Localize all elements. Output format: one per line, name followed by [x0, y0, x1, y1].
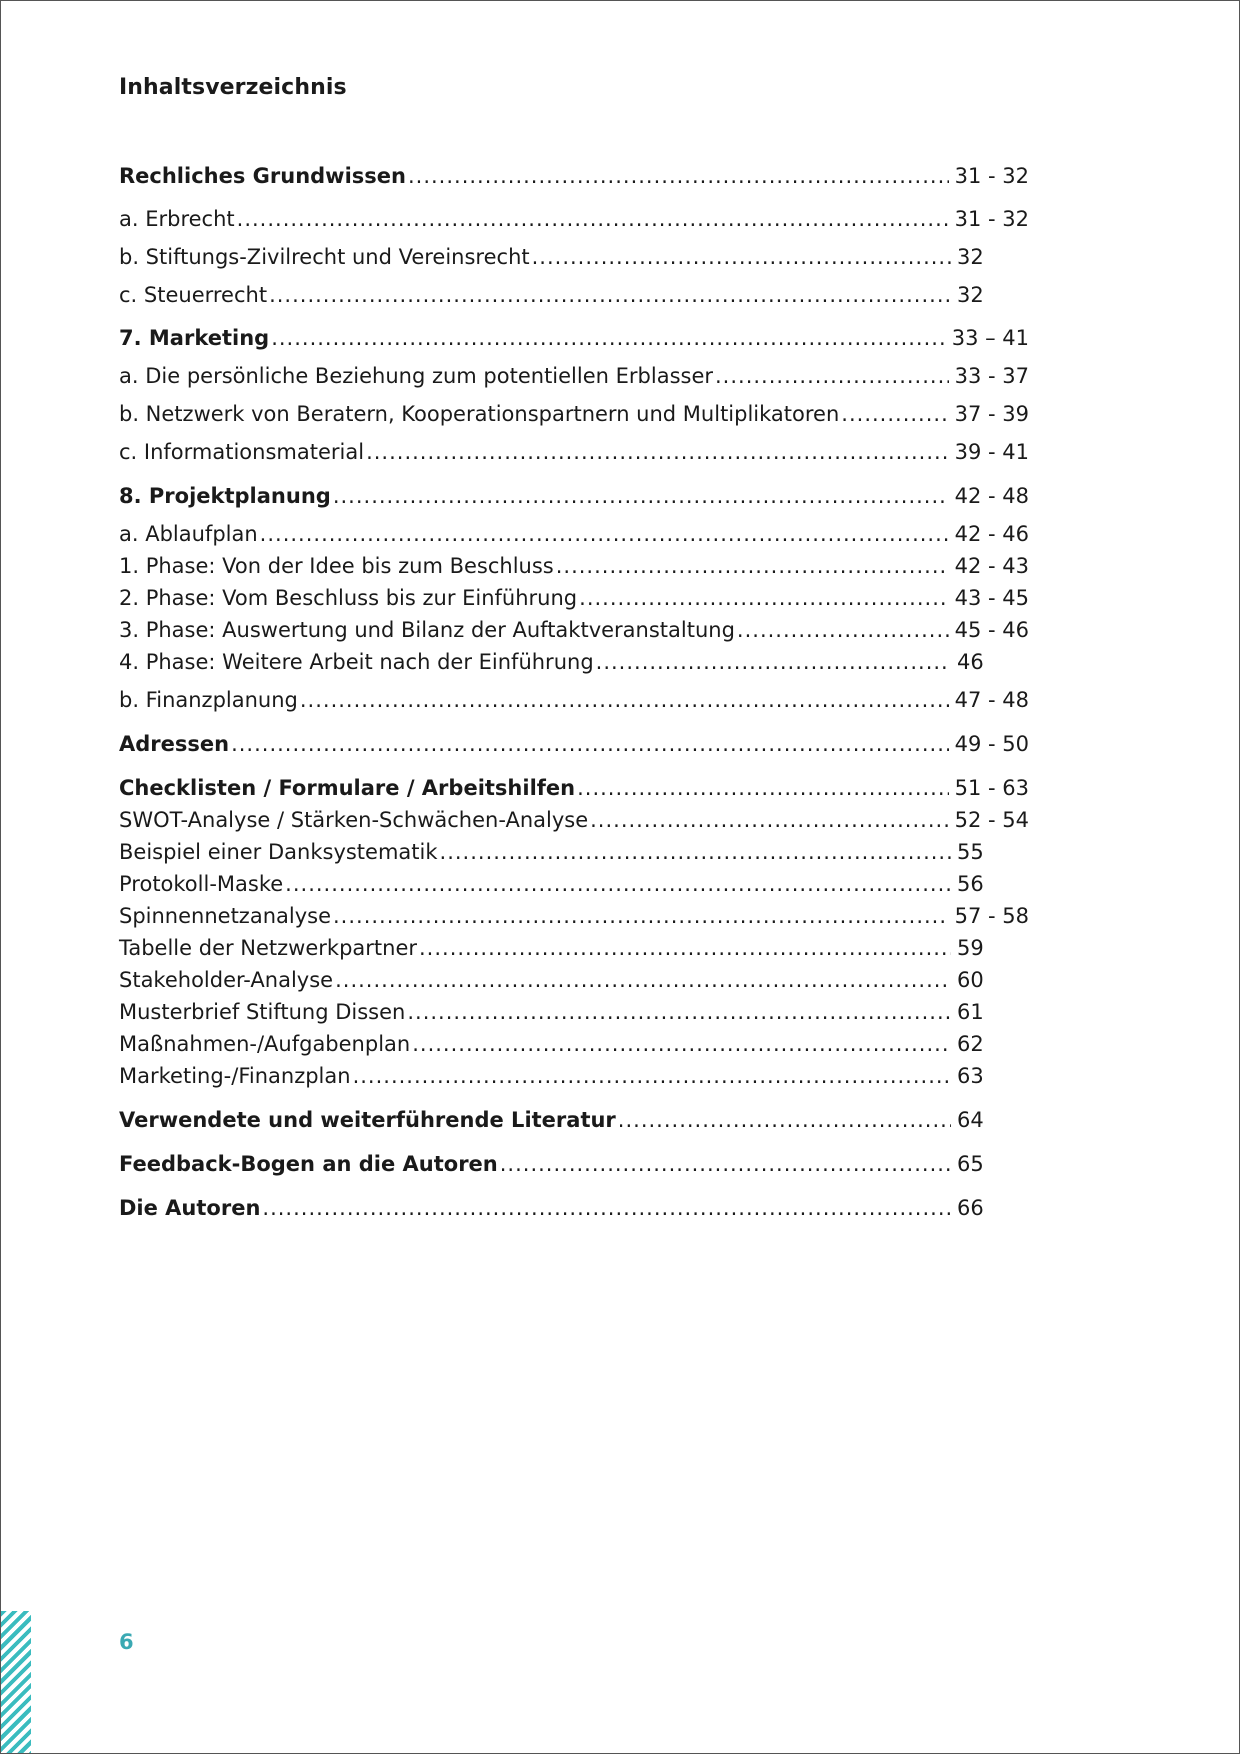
toc-dot-leader: [618, 1105, 951, 1135]
toc-entry-label: 4. Phase: Weitere Arbeit nach der Einführung: [119, 650, 594, 674]
toc-entry: [119, 1029, 1029, 1059]
toc-entry-label: Musterbrief Stiftung Dissen: [119, 1000, 406, 1024]
toc-entry: [119, 361, 1029, 391]
toc-dot-leader: [271, 323, 946, 353]
toc-dot-leader: [407, 997, 951, 1027]
toc-entry: [119, 1061, 1029, 1091]
toc-entry-label: Tabelle der Netzwerkpartner: [119, 936, 417, 960]
toc-entry-label: b. Finanzplanung: [119, 688, 298, 712]
toc-entry-label: 1. Phase: Von der Idee bis zum Beschluss: [119, 554, 554, 578]
toc-entry-pages: 43 - 45: [954, 586, 1029, 610]
toc-entry: [119, 933, 1029, 963]
toc-entry-pages: 65: [957, 1152, 984, 1176]
toc-entry-pages: 52 - 54: [954, 808, 1029, 832]
toc-entry-label: Stakeholder-Analyse: [119, 968, 334, 992]
toc-entry-pages: 55: [957, 840, 984, 864]
toc-entry: [119, 204, 1029, 234]
toc-entry-label: a. Ablaufplan: [119, 522, 258, 546]
toc-dot-leader: [333, 901, 949, 931]
toc-entry-pages: 42 - 48: [954, 484, 1029, 508]
toc-entry-label: 7. Marketing: [119, 326, 270, 350]
toc-entry: [119, 837, 1029, 867]
toc-entry-label: Marketing-/Finanzplan: [119, 1064, 351, 1088]
toc-entry: [119, 965, 1029, 995]
toc-dot-leader: [841, 399, 948, 429]
toc-dot-leader: [715, 361, 949, 391]
toc-entry-label: Spinnennetzanalyse: [119, 904, 331, 928]
page-number: 6: [119, 1630, 134, 1654]
toc-dot-leader: [262, 1193, 951, 1223]
toc-entry-label: Maßnahmen-/Aufgabenplan: [119, 1032, 411, 1056]
toc-entry: [119, 869, 1029, 899]
toc-entry: [119, 997, 1029, 1027]
toc-entry: [119, 519, 1029, 549]
toc-entry-pages: 31 - 32: [954, 164, 1029, 188]
toc-entry-pages: 56: [957, 872, 984, 896]
toc-dot-leader: [260, 519, 949, 549]
toc-entry-label: c. Informationsmaterial: [119, 440, 365, 464]
toc-entry-label: Rechliches Grundwissen: [119, 164, 406, 188]
toc-entry: [119, 615, 1029, 645]
toc-entry: [119, 161, 1029, 191]
toc-entry-pages: 39 - 41: [954, 440, 1029, 464]
toc-entry-label: Protokoll-Maske: [119, 872, 284, 896]
toc-entry: [119, 481, 1029, 511]
toc-entry: [119, 1149, 1029, 1179]
toc-entry-pages: 42 - 46: [954, 522, 1029, 546]
toc-dot-leader: [419, 933, 951, 963]
toc-dot-leader: [596, 647, 951, 677]
toc-entry-label: a. Erbrecht: [119, 207, 235, 231]
toc-entry: [119, 280, 1029, 310]
toc-entry-pages: 49 - 50: [954, 732, 1029, 756]
toc-dot-leader: [556, 551, 949, 581]
toc-entry-pages: 32: [957, 283, 984, 307]
toc-entry-pages: 33 - 37: [954, 364, 1029, 388]
toc-entry-pages: 31 - 32: [954, 207, 1029, 231]
toc-entry: [119, 437, 1029, 467]
striped-corner-tab: [1, 1611, 31, 1754]
toc-entry: [119, 901, 1029, 931]
toc-entry-label: SWOT-Analyse / Stärken-Schwächen-Analyse: [119, 808, 589, 832]
toc-dot-leader: [300, 685, 949, 715]
toc-entry-label: Feedback-Bogen an die Autoren: [119, 1152, 498, 1176]
toc-entry-label: 2. Phase: Vom Beschluss bis zur Einführung: [119, 586, 578, 610]
toc-entry-pages: 60: [957, 968, 984, 992]
toc-dot-leader: [366, 437, 949, 467]
toc-entry: [119, 1105, 1029, 1135]
toc-dot-leader: [532, 242, 951, 272]
toc-entry: [119, 773, 1029, 803]
toc-dot-leader: [353, 1061, 951, 1091]
toc-dot-leader: [231, 729, 949, 759]
toc-entry: [119, 647, 1029, 677]
toc-title: Inhaltsverzeichnis: [119, 75, 347, 100]
toc-entry-pages: 63: [957, 1064, 984, 1088]
toc-entry: [119, 1193, 1029, 1223]
toc-dot-leader: [269, 280, 951, 310]
toc-entry-pages: 59: [957, 936, 984, 960]
toc-entry-label: Beispiel einer Danksystematik: [119, 840, 438, 864]
toc-entry-pages: 45 - 46: [954, 618, 1029, 642]
toc-dot-leader: [335, 965, 951, 995]
toc-entry-label: Adressen: [119, 732, 230, 756]
toc-entry-pages: 46: [957, 650, 984, 674]
toc-entry-label: a. Die persönliche Beziehung zum potentiellen Erblasser: [119, 364, 713, 388]
toc-dot-leader: [579, 583, 948, 613]
toc-entry: [119, 242, 1029, 272]
toc-entry-pages: 42 - 43: [954, 554, 1029, 578]
toc-entry: [119, 685, 1029, 715]
toc-entry-pages: 66: [957, 1196, 984, 1220]
toc-entry-label: Verwendete und weiterführende Literatur: [119, 1108, 616, 1132]
toc-entry: [119, 399, 1029, 429]
toc-entry-pages: 37 - 39: [954, 402, 1029, 426]
toc-dot-leader: [737, 615, 949, 645]
toc-dot-leader: [577, 773, 949, 803]
toc-entry-label: c. Steuerrecht: [119, 283, 268, 307]
toc-entry-label: Die Autoren: [119, 1196, 261, 1220]
toc-entry-pages: 62: [957, 1032, 984, 1056]
toc-dot-leader: [333, 481, 949, 511]
toc-entry: [119, 729, 1029, 759]
toc-entry-pages: 47 - 48: [954, 688, 1029, 712]
toc-entry-pages: 57 - 58: [954, 904, 1029, 928]
toc-dot-leader: [440, 837, 951, 867]
toc-entry: [119, 323, 1029, 353]
toc-dot-leader: [500, 1149, 951, 1179]
toc-entry-pages: 61: [957, 1000, 984, 1024]
toc-entry-label: Checklisten / Formulare / Arbeitshilfen: [119, 776, 576, 800]
toc-entry-pages: 32: [957, 245, 984, 269]
toc-dot-leader: [408, 161, 949, 191]
toc-entry-label: 8. Projektplanung: [119, 484, 331, 508]
toc-dot-leader: [412, 1029, 951, 1059]
toc-entry-pages: 64: [957, 1108, 984, 1132]
toc-entry-pages: 51 - 63: [954, 776, 1029, 800]
toc-entry: [119, 583, 1029, 613]
toc-entry-label: 3. Phase: Auswertung und Bilanz der Auftaktveranstaltung: [119, 618, 735, 642]
toc-entry-label: b. Netzwerk von Beratern, Kooperationspartnern und Multiplikatoren: [119, 402, 840, 426]
toc-entry-pages: 33 – 41: [951, 326, 1029, 350]
toc-entry: [119, 551, 1029, 581]
toc-dot-leader: [285, 869, 951, 899]
toc-dot-leader: [590, 805, 949, 835]
toc-entry: [119, 805, 1029, 835]
toc-dot-leader: [237, 204, 949, 234]
toc-entry-label: b. Stiftungs-Zivilrecht und Vereinsrecht: [119, 245, 530, 269]
